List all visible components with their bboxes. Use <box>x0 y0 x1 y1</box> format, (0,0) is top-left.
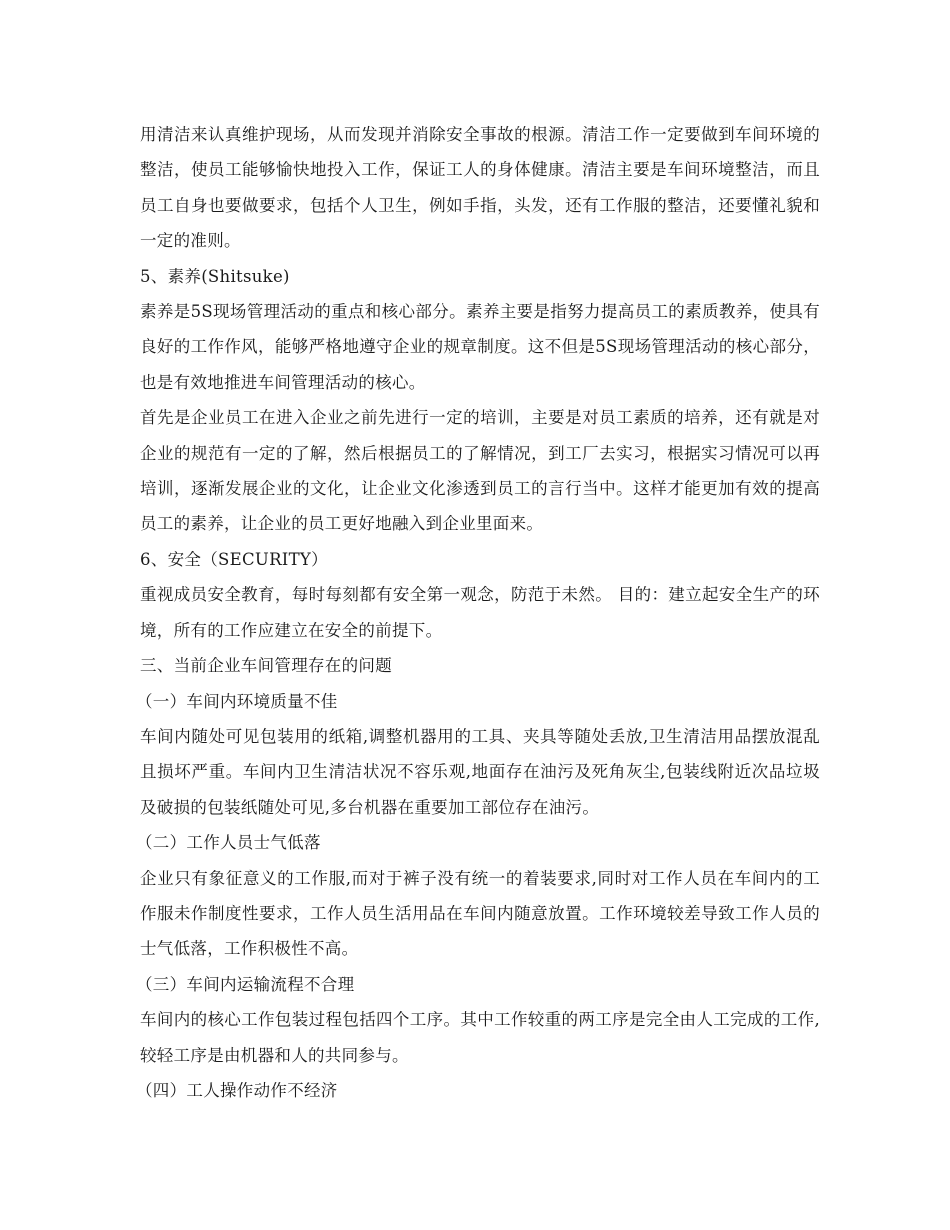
heading-shitsuke: 5、素养(Shitsuke) <box>140 266 290 286</box>
heading-problem-four: （四）工人操作动作不经济 <box>136 1080 338 1100</box>
paragraph-problem-three: 车间内的核心工作包装过程包括四个工序。其中工作较重的两工序是完全由人工完成的工作,较轻工序是由机器和人的共同参与。 <box>140 1010 820 1065</box>
heading-security: 6、安全（SECURITY） <box>140 549 328 569</box>
paragraph-security: 重视成员安全教育，每时每刻都有安全第一观念，防范于未然。 目的：建立起安全生产的环境，所有的工作应建立在安全的前提下。 <box>140 585 820 640</box>
paragraph-shitsuke-core: 素养是5S现场管理活动的重点和核心部分。素养主要是指努力提高员工的素质教养，使具有良好的工作作风，能够严格地遵守企业的规章制度。这不但是5S现场管理活动的核心部分，也是有效地推进车间管理活动的核心。 <box>140 302 820 392</box>
paragraph-shitsuke-training: 首先是企业员工在进入企业之前先进行一定的培训，主要是对员工素质的培养，还有就是对企业的规范有一定的了解，然后根据员工的了解情况，到工厂去实习，根据实习情况可以再培训，逐渐发展企业的文化，让企业文化渗透到员工的言行当中。这样才能更加有效的提高员工的素养，让企业的员工更好地融入到企业里面来。 <box>140 408 820 534</box>
paragraph-cleaning-continued: 用清洁来认真维护现场，从而发现并消除安全事故的根源。清洁工作一定要做到车间环境的整洁，使员工能够愉快地投入工作，保证工人的身体健康。清洁主要是车间环境整洁，而且员工自身也要做要求，包括个人卫生，例如手指，头发，还有工作服的整洁，还要懂礼貌和一定的准则。 <box>140 125 820 251</box>
heading-problem-one: （一）车间内环境质量不佳 <box>136 691 338 711</box>
heading-problem-three: （三）车间内运输流程不合理 <box>136 974 355 994</box>
document-body <box>136 117 820 1108</box>
heading-section-three: 三、当前企业车间管理存在的问题 <box>140 656 392 676</box>
heading-problem-two: （二）工作人员士气低落 <box>136 833 321 853</box>
paragraph-problem-two: 企业只有象征意义的工作服,而对于裤子没有统一的着装要求,同时对工作人员在车间内的工作服未作制度性要求，工作人员生活用品在车间内随意放置。工作环境较差导致工作人员的士气低落，工作积极性不高。 <box>140 868 820 959</box>
paragraph-problem-one: 车间内随处可见包装用的纸箱,调整机器用的工具、夹具等随处丢放,卫生清洁用品摆放混乱且损坏严重。车间内卫生清洁状况不容乐观,地面存在油污及死角灰尘,包装线附近次品垃圾及破损的包装纸随处可见,多台机器在重要加工部位存在油污。 <box>140 726 820 817</box>
